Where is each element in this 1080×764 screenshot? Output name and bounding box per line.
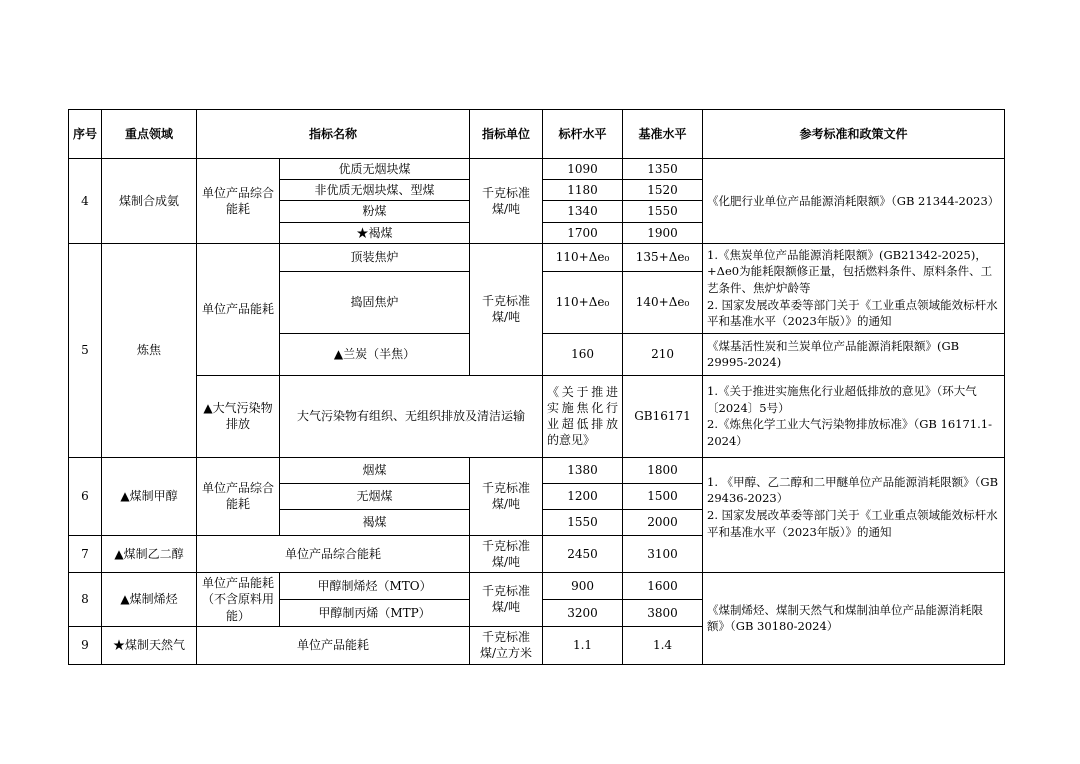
- baseline-cell: 1600: [623, 573, 703, 600]
- indicator-group-cell: 单位产品综合能耗: [197, 457, 280, 535]
- reference-cell: 1.《关于推进实施焦化行业超低排放的意见》（环大气〔2024〕5号） 2.《炼焦化学工业大气污染物排放标准》（GB 16171.1-2024）: [703, 375, 1005, 457]
- seq-cell: 4: [69, 159, 102, 244]
- unit-cell: 千克标准煤/立方米: [470, 626, 543, 664]
- baseline-cell: 1350: [623, 159, 703, 180]
- indicator-name-cell: 捣固焦炉: [280, 271, 470, 333]
- baseline-cell: 135+Δe₀: [623, 243, 703, 271]
- energy-benchmark-table: [68, 109, 1005, 665]
- domain-cell: 炼焦: [102, 243, 197, 457]
- indicator-name-cell: 单位产品综合能耗: [197, 535, 470, 572]
- header-reference: 参考标准和政策文件: [703, 110, 1005, 159]
- header-indicator: 指标名称: [197, 110, 470, 159]
- unit-cell: 《关于推进实施焦化行业超低排放的意见》: [543, 375, 623, 457]
- benchmark-cell: 1700: [543, 222, 623, 243]
- reference-cell: 《化肥行业单位产品能源消耗限额》（GB 21344-2023）: [703, 159, 1005, 244]
- table-row: [69, 573, 1005, 600]
- benchmark-cell: 1180: [543, 180, 623, 201]
- seq-cell: 8: [69, 573, 102, 627]
- table-row: [69, 159, 1005, 180]
- baseline-cell: 1800: [623, 457, 703, 483]
- unit-cell: 千克标准煤/吨: [470, 243, 543, 375]
- indicator-name-cell: 粉煤: [280, 201, 470, 222]
- benchmark-cell: 1090: [543, 159, 623, 180]
- unit-cell: 千克标准煤/吨: [470, 457, 543, 535]
- benchmark-cell: 1380: [543, 457, 623, 483]
- indicator-group-cell: 单位产品能耗（不含原料用能）: [197, 573, 280, 627]
- baseline-cell: 1.4: [623, 626, 703, 664]
- indicator-name-cell: ▲兰炭（半焦）: [280, 333, 470, 375]
- indicator-group-cell: 单位产品能耗: [197, 243, 280, 375]
- unit-cell: 千克标准煤/吨: [470, 159, 543, 244]
- seq-cell: 9: [69, 626, 102, 664]
- indicator-name-cell: 优质无烟块煤: [280, 159, 470, 180]
- reference-text: 1.《焦炭单位产品能源消耗限额》(GB21342-2025)，+Δe0为能耗限额修正量，包括燃料条件、原料条件、工艺条件、焦炉炉龄等 2. 国家发展改革委等部门关于《工业重点领域能效标杆水平和基准水平（2023年版）》的通知: [707, 247, 998, 329]
- seq-cell: 6: [69, 457, 102, 535]
- benchmark-cell: 110+Δe₀: [543, 243, 623, 271]
- baseline-cell: 1900: [623, 222, 703, 243]
- indicator-name-cell: 甲醇制丙烯（MTP）: [280, 599, 470, 626]
- table-row: [69, 375, 1005, 457]
- table-row: [69, 243, 1005, 271]
- baseline-cell: 3100: [623, 535, 703, 572]
- unit-cell: 千克标准煤/吨: [470, 535, 543, 572]
- header-unit: 指标单位: [470, 110, 543, 159]
- header-seq: 序号: [69, 110, 102, 159]
- benchmark-cell: 1340: [543, 201, 623, 222]
- baseline-cell: 140+Δe₀: [623, 271, 703, 333]
- benchmark-cell: 160: [543, 333, 623, 375]
- reference-cell: 1. 《甲醇、乙二醇和二甲醚单位产品能源消耗限额》（GB 29436-2023） 2. 国家发展改革委等部门关于《工业重点领域能效标杆水平和基准水平（2023年版）》的通知: [703, 457, 1005, 572]
- indicator-name-cell: 褐煤: [280, 509, 470, 535]
- benchmark-cell: 1200: [543, 483, 623, 509]
- domain-cell: ▲煤制乙二醇: [102, 535, 197, 572]
- seq-cell: 7: [69, 535, 102, 572]
- domain-cell: ▲煤制甲醇: [102, 457, 197, 535]
- benchmark-cell: 3200: [543, 599, 623, 626]
- baseline-cell: 1520: [623, 180, 703, 201]
- domain-cell: ★煤制天然气: [102, 626, 197, 664]
- benchmark-cell: 1550: [543, 509, 623, 535]
- indicator-name-cell: 甲醇制烯烃（MTO）: [280, 573, 470, 600]
- seq-cell: 5: [69, 243, 102, 457]
- baseline-cell: 210: [623, 333, 703, 375]
- reference-cell: 《煤基活性炭和兰炭单位产品能源消耗限额》(GB 29995-2024): [703, 333, 1005, 375]
- indicator-group-cell: 单位产品综合能耗: [197, 159, 280, 244]
- indicator-group-cell: ▲大气污染物排放: [197, 375, 280, 457]
- baseline-cell: 3800: [623, 599, 703, 626]
- header-baseline: 基准水平: [623, 110, 703, 159]
- benchmark-cell: 1.1: [543, 626, 623, 664]
- benchmark-cell: GB16171: [623, 375, 703, 457]
- domain-cell: 煤制合成氨: [102, 159, 197, 244]
- header-row: [69, 110, 1005, 159]
- header-domain: 重点领域: [102, 110, 197, 159]
- indicator-name-cell: 单位产品能耗: [197, 626, 470, 664]
- unit-cell: 千克标准煤/吨: [470, 573, 543, 627]
- table-row: [69, 457, 1005, 483]
- indicator-name-cell: 顶装焦炉: [280, 243, 470, 271]
- baseline-cell: 1550: [623, 201, 703, 222]
- benchmark-cell: 2450: [543, 535, 623, 572]
- indicator-name-cell: 烟煤: [280, 457, 470, 483]
- benchmark-cell: 900: [543, 573, 623, 600]
- baseline-cell: 2000: [623, 509, 703, 535]
- indicator-name-cell: 非优质无烟块煤、型煤: [280, 180, 470, 201]
- domain-cell: ▲煤制烯烃: [102, 573, 197, 627]
- indicator-name-cell: 无烟煤: [280, 483, 470, 509]
- indicator-name-cell: ★褐煤: [280, 222, 470, 243]
- header-benchmark: 标杆水平: [543, 110, 623, 159]
- baseline-cell: 1500: [623, 483, 703, 509]
- reference-cell: [703, 243, 1005, 333]
- benchmark-cell: 110+Δe₀: [543, 271, 623, 333]
- reference-cell: 《煤制烯烃、煤制天然气和煤制油单位产品能源消耗限额》（GB 30180-2024）: [703, 573, 1005, 665]
- indicator-name-cell: 大气污染物有组织、无组织排放及清洁运输: [280, 375, 543, 457]
